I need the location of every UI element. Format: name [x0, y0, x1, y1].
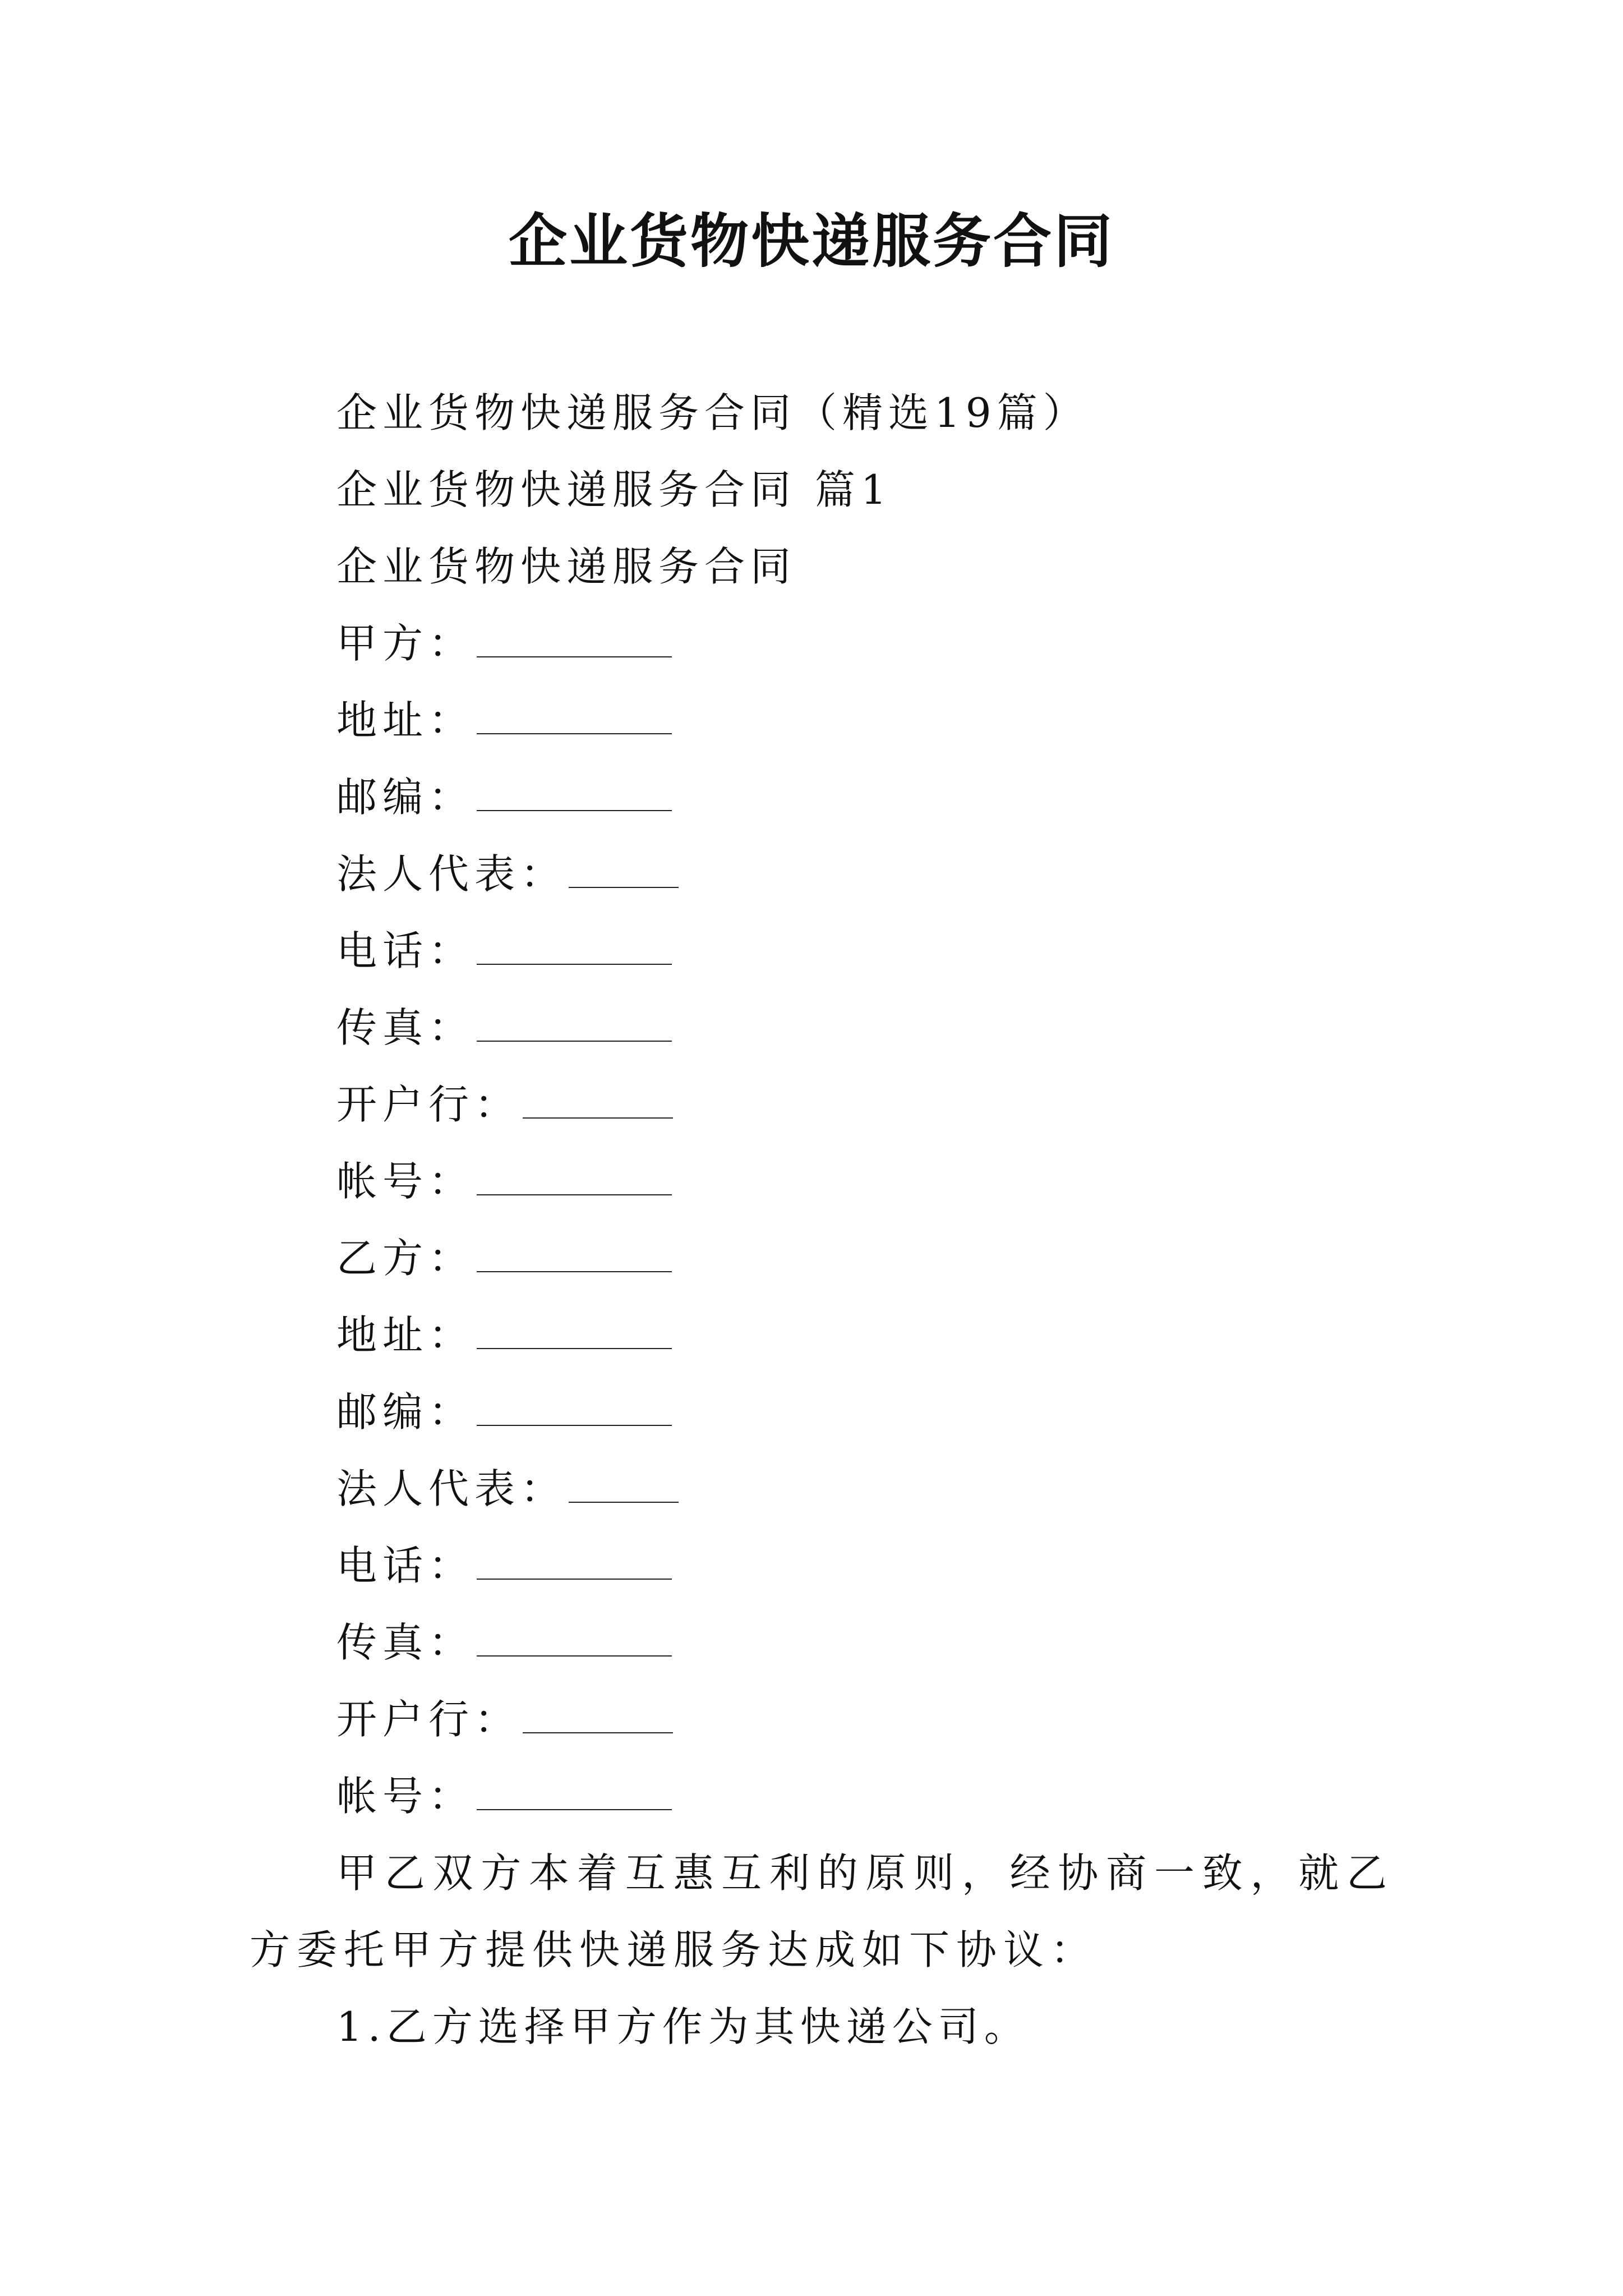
blank-line [477, 1778, 672, 1810]
party-b-phone-field [250, 1527, 1394, 1604]
chapter-heading: 企业货物快递服务合同 篇1 [336, 466, 892, 513]
field-label: 电话： [336, 927, 475, 974]
blank-line [523, 1086, 673, 1119]
party-a-bank-field [250, 1066, 1394, 1143]
party-a-account-field [250, 1143, 1394, 1220]
party-a-legal-rep-field [250, 836, 1394, 913]
party-b-account-field [250, 1758, 1394, 1835]
field-label: 法人代表： [336, 850, 567, 898]
blank-line [477, 1009, 672, 1042]
agreement-paragraph: 甲乙双方本着互惠互利的原则，经协商一致，就乙方委托甲方提供快递服务达成如下协议： [250, 1849, 1394, 1973]
blank-line [477, 1240, 672, 1272]
field-label: 法人代表： [336, 1465, 567, 1512]
field-label: 传真： [336, 1004, 475, 1051]
party-a-phone-field [250, 913, 1394, 990]
blank-line [477, 1393, 672, 1426]
collection-heading: 企业货物快递服务合同（精选19篇） [336, 389, 1089, 436]
document-body [250, 375, 1394, 2065]
blank-line [477, 702, 672, 734]
party-b-legal-rep-field [250, 1451, 1394, 1527]
party-a-address-field [250, 682, 1394, 759]
blank-line [477, 1163, 672, 1195]
document-title: 企业货物快递服务合同 [508, 207, 1114, 275]
party-a-fax-field [250, 990, 1394, 1066]
blank-line [477, 779, 672, 811]
party-b-address-field [250, 1297, 1394, 1374]
field-label: 邮编： [336, 774, 475, 821]
blank-line [477, 625, 672, 657]
contract-name: 企业货物快递服务合同 [336, 543, 797, 590]
party-a-name-field [250, 605, 1394, 682]
field-label: 帐号： [336, 1158, 475, 1205]
blank-line [569, 855, 679, 888]
party-b-fax-field [250, 1604, 1394, 1681]
field-label: 开户行： [336, 1696, 521, 1743]
field-label: 传真： [336, 1619, 475, 1666]
blank-line [477, 1547, 672, 1580]
field-label: 帐号： [336, 1773, 475, 1820]
blank-line [477, 1317, 672, 1349]
field-label: 地址： [336, 1312, 475, 1359]
blank-line [477, 932, 672, 965]
party-b-name-field [250, 1220, 1394, 1297]
field-label: 邮编： [336, 1388, 475, 1435]
party-a-postcode-field [250, 759, 1394, 836]
field-label: 地址： [336, 697, 475, 744]
field-label: 开户行： [336, 1081, 521, 1128]
party-b-bank-field [250, 1681, 1394, 1758]
clause-1: 1.乙方选择甲方作为其快递公司。 [336, 2003, 1030, 2050]
field-label: 乙方： [336, 1235, 475, 1282]
field-label: 甲方： [336, 620, 475, 667]
party-b-postcode-field [250, 1374, 1394, 1451]
blank-line [523, 1701, 673, 1733]
blank-line [569, 1470, 679, 1503]
blank-line [477, 1624, 672, 1657]
field-label: 电话： [336, 1542, 475, 1589]
